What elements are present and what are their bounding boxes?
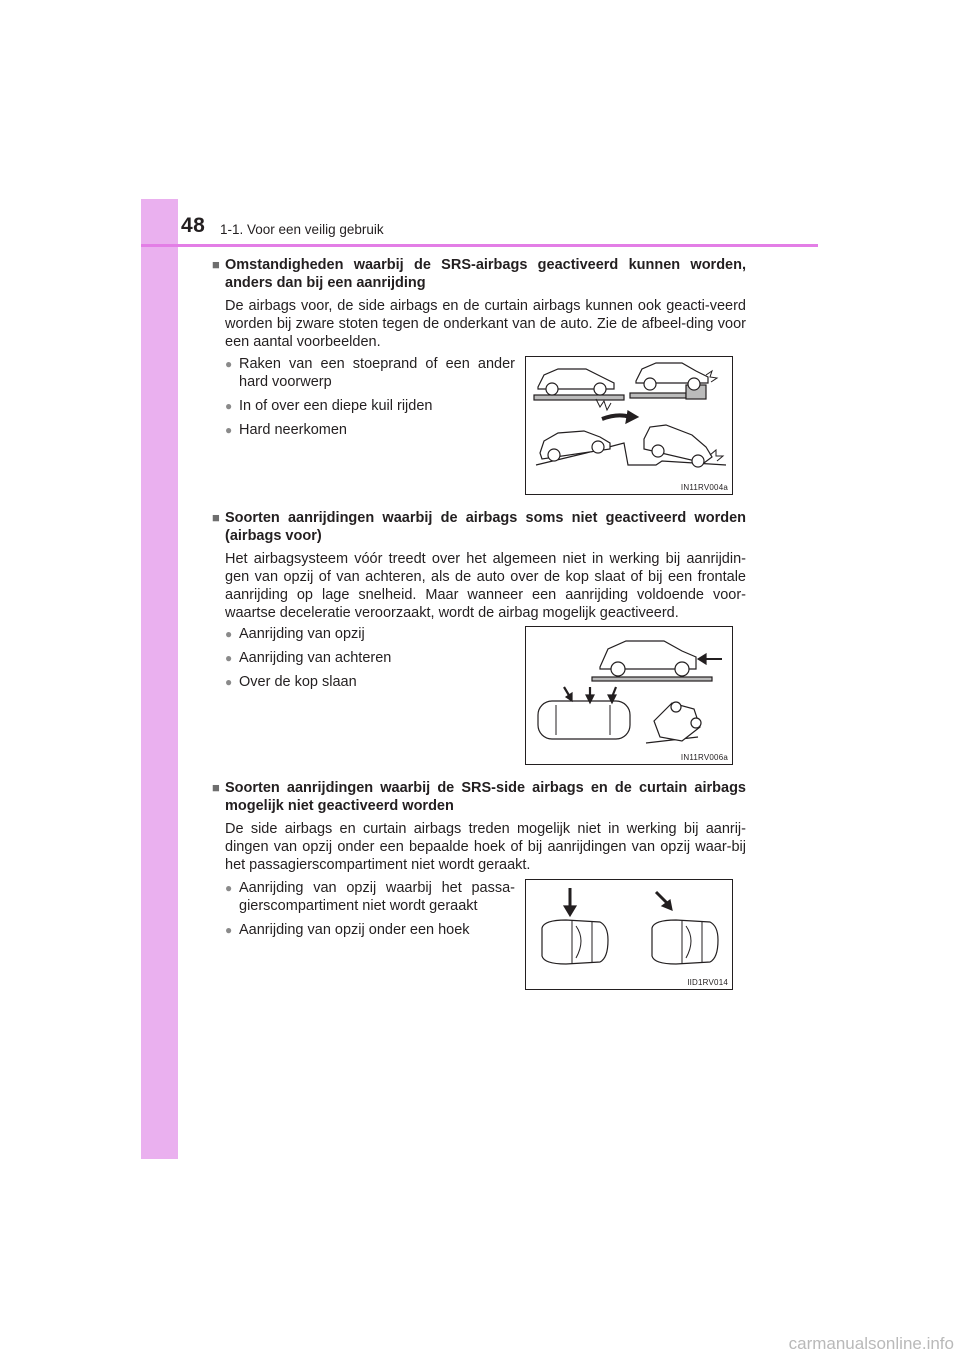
section-front-airbags-not-activated bbox=[212, 509, 746, 622]
list-item: ● Hard neerkomen bbox=[225, 422, 347, 438]
figure-non-deploy-collisions bbox=[525, 626, 733, 765]
bullet-icon: ● bbox=[225, 675, 233, 689]
bullet-icon: ● bbox=[225, 923, 233, 937]
list-item: ● Raken van een stoeprand of een ander hard voorwerp bbox=[225, 356, 515, 390]
list-item: ● Aanrijding van achteren bbox=[225, 650, 392, 666]
section-heading bbox=[212, 256, 746, 292]
bullet-icon: ● bbox=[225, 423, 233, 437]
list-item: ● Over de kop slaan bbox=[225, 674, 357, 690]
section-body: De airbags voor, de side airbags en de curtain airbags kunnen ook geacti-veerd worden bij zware stoten tegen de onderkant van de auto. Zie de afbeel-ding voor een aantal voorbeelden. bbox=[225, 298, 746, 350]
bullet-icon: ● bbox=[225, 651, 233, 665]
bullet-icon: ● bbox=[225, 399, 233, 413]
list-item: ● Aanrijding van opzij onder een hoek bbox=[225, 922, 470, 938]
section-side-curtain-airbags-not-activated bbox=[212, 779, 746, 874]
list-item: ● Aanrijding van opzij waarbij het passa-gierscompartiment niet wordt geraakt bbox=[225, 880, 515, 914]
bullet-icon: ● bbox=[225, 357, 233, 371]
section-marker-icon: ■ bbox=[212, 510, 220, 525]
chapter-sidebar-tab bbox=[141, 199, 178, 1159]
header-rule bbox=[141, 244, 818, 247]
watermark: carmanualsonline.info bbox=[788, 1334, 954, 1353]
section-heading-text: Omstandigheden waarbij de SRS-airbags geactiveerd kunnen worden, anders dan bij een aanrijding bbox=[225, 257, 746, 291]
list-item: ● In of over een diepe kuil rijden bbox=[225, 398, 433, 414]
figure-side-angle-impacts bbox=[525, 879, 733, 990]
figure-underbody-impacts bbox=[525, 356, 733, 495]
chapter-title: 1-1. Voor een veilig gebruik bbox=[220, 222, 384, 237]
figure-code: IID1RV014 bbox=[687, 978, 728, 987]
bullet-list bbox=[225, 625, 515, 697]
page-number: 48 bbox=[181, 214, 206, 237]
bullet-icon: ● bbox=[225, 881, 233, 895]
section-non-collision-activation bbox=[212, 256, 746, 351]
collision-types-illustration bbox=[526, 627, 732, 764]
bullet-list bbox=[225, 879, 515, 945]
section-marker-icon: ■ bbox=[212, 780, 220, 795]
section-body: De side airbags en curtain airbags treden mogelijk niet in werking bij aanrij-dingen van opzij onder een bepaalde hoek of bij aanrijdingen van opzij waar-bij het passagierscompartiment niet wordt geraakt. bbox=[225, 821, 746, 873]
bullet-icon: ● bbox=[225, 627, 233, 641]
underbody-impact-illustration bbox=[526, 357, 732, 494]
section-body: Het airbagsysteem vóór treedt over het algemeen niet in werking bij aanrijdin-gen van opzij of van achteren, als de auto over de kop slaat of bij een frontale aanrijding op lage snelheid. Maar wanneer een aanrijding voldoende voor-waartse deceleratie veroorzaakt, wordt de airbag mogelijk geactiveerd. bbox=[225, 551, 746, 621]
figure-code: IN11RV006a bbox=[680, 753, 728, 762]
bullet-list bbox=[225, 355, 515, 445]
section-heading-text: Soorten aanrijdingen waarbij de SRS-side airbags en de curtain airbags mogelijk niet geactiveerd worden bbox=[225, 780, 746, 814]
figure-code: IN11RV004a bbox=[680, 483, 728, 492]
section-heading-text: Soorten aanrijdingen waarbij de airbags soms niet geactiveerd worden (airbags voor) bbox=[225, 510, 746, 544]
list-item: ● Aanrijding van opzij bbox=[225, 626, 365, 642]
section-marker-icon: ■ bbox=[212, 257, 220, 272]
section-heading bbox=[212, 509, 746, 545]
section-heading bbox=[212, 779, 746, 815]
side-impact-illustration bbox=[526, 880, 732, 989]
